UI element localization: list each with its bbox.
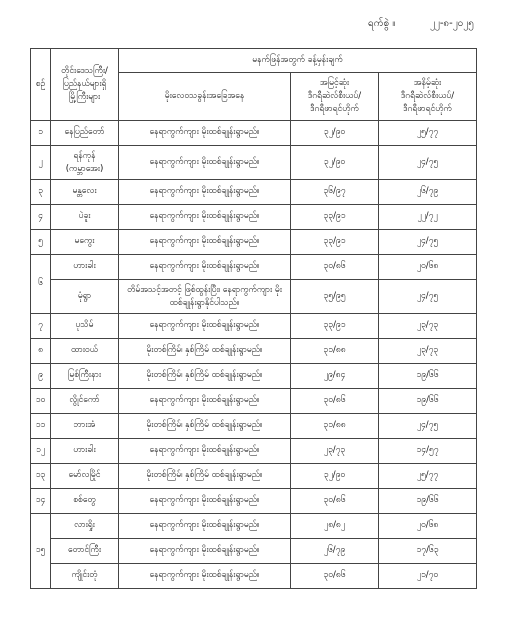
row-weather: မိုးတစ်ကြိမ်၊ နှစ်ကြိမ် ထစ်ချုန်းရွာမည်။: [119, 339, 291, 364]
table-row: [31, 364, 477, 389]
row-city: ဘားအံ: [51, 414, 119, 439]
table-row: [31, 414, 477, 439]
row-max-temp: ၃၀/၈၆: [291, 255, 379, 280]
date-line: [0, 14, 506, 34]
row-max-temp: ၃၆/၉၇: [291, 180, 379, 205]
row-city: ဟားခါး: [51, 255, 119, 280]
header-region: တိုင်းဒေသကြီး/ ပြည်နယ်များရှိ မြို့ကြီးများ: [51, 49, 119, 121]
table-row: [31, 230, 477, 255]
row-min-temp: ၂၅/၇၇: [379, 121, 477, 146]
row-weather: တိမ်အသင့်အတင့် ဖြစ်ထွန်းပြီး၊ နေရာကွက်ကျား မိုးထစ်ချုန်းရွာနိုင်ပါသည်။: [119, 280, 291, 314]
row-min-temp: ၂၆/၇၉: [379, 180, 477, 205]
row-city: မုံရွာ: [51, 280, 119, 314]
row-city: ဟားခါး: [51, 439, 119, 464]
row-max-temp: ၃၂/၉၀: [291, 146, 379, 180]
table-row: [31, 314, 477, 339]
row-weather: မိုးတစ်ကြိမ်၊ နှစ်ကြိမ် ထစ်ချုန်းရွာမည်။: [119, 414, 291, 439]
row-min-temp: ၂၀/၆၈: [379, 255, 477, 280]
row-max-temp: ၃၁/၈၈: [291, 414, 379, 439]
row-min-temp: ၁၉/၆၆: [379, 364, 477, 389]
row-city: မန္တလေး: [51, 180, 119, 205]
row-no: ၅: [31, 230, 51, 255]
table-row: [31, 539, 477, 564]
row-no: ၄: [31, 205, 51, 230]
header-max-temp: အမြင့်ဆုံး ဒီဂရီဆဲလ်စီးယပ်/ ဒီဂရီဖာရင်ဟိုက်: [291, 73, 379, 121]
row-weather: နေရာကွက်ကျား မိုးထစ်ချုန်းရွာမည်။: [119, 314, 291, 339]
row-no: ၃: [31, 180, 51, 205]
table-row: [31, 489, 477, 514]
header-min-temp: အနိမ့်ဆုံး ဒီဂရီဆဲလ်စီးယပ်/ ဒီဂရီဖာရင်ဟိုက်: [379, 73, 477, 121]
row-no: ၁၀: [31, 389, 51, 414]
row-weather: နေရာကွက်ကျား မိုးထစ်ချုန်းရွာမည်။: [119, 489, 291, 514]
row-weather: နေရာကွက်ကျား မိုးထစ်ချုန်းရွာမည်။: [119, 205, 291, 230]
row-min-temp: ၂၀/၆၈: [379, 514, 477, 539]
row-no: ၁၁: [31, 414, 51, 439]
table-row: [31, 339, 477, 364]
row-weather: နေရာကွက်ကျား မိုးထစ်ချုန်းရွာမည်။: [119, 389, 291, 414]
row-city: ပဲခူး: [51, 205, 119, 230]
table-row: [31, 205, 477, 230]
row-min-temp: ၂၂/၇၂: [379, 205, 477, 230]
row-max-temp: ၃၃/၉၁: [291, 314, 379, 339]
row-max-temp: ၃၂/၉၀: [291, 121, 379, 146]
row-min-temp: ၂၄/၇၅: [379, 230, 477, 255]
row-no: ၆: [31, 255, 51, 314]
row-city: ကျိုင်းတုံ: [51, 564, 119, 589]
row-min-temp: ၂၄/၇၅: [379, 414, 477, 439]
row-max-temp: ၂၆/၇၉: [291, 539, 379, 564]
row-min-temp: ၁၉/၆၆: [379, 489, 477, 514]
row-min-temp: ၂၃/၇၃: [379, 314, 477, 339]
table-row: [31, 255, 477, 280]
table-row: [31, 146, 477, 180]
row-max-temp: ၃၅/၉၅: [291, 280, 379, 314]
row-max-temp: ၃၃/၉၁: [291, 205, 379, 230]
row-no: ၈: [31, 339, 51, 364]
row-weather: နေရာကွက်ကျား မိုးထစ်ချုန်းရွာမည်။: [119, 255, 291, 280]
forecast-table: [30, 48, 477, 589]
row-min-temp: ၂၅/၇၇: [379, 464, 477, 489]
row-city: စစ်တွေ: [51, 489, 119, 514]
row-max-temp: ၃၁/၈၈: [291, 339, 379, 364]
table-row: [31, 121, 477, 146]
row-weather: နေရာကွက်ကျား မိုးထစ်ချုန်းရွာမည်။: [119, 564, 291, 589]
row-weather: နေရာကွက်ကျား မိုးထစ်ချုန်းရွာမည်။: [119, 146, 291, 180]
row-min-temp: ၂၄/၇၅: [379, 280, 477, 314]
row-min-temp: ၁၄/၅၇: [379, 439, 477, 464]
row-city: လွိုင်ကော်: [51, 389, 119, 414]
row-city: ထားဝယ်: [51, 339, 119, 364]
table-row: [31, 389, 477, 414]
row-min-temp: ၂၄/၇၅: [379, 146, 477, 180]
row-city: မြစ်ကြီးနား: [51, 364, 119, 389]
row-weather: နေရာကွက်ကျား မိုးထစ်ချုန်းရွာမည်။: [119, 514, 291, 539]
row-no: ၁၅: [31, 514, 51, 589]
row-weather: နေရာကွက်ကျား မိုးထစ်ချုန်းရွာမည်။: [119, 230, 291, 255]
row-weather: မိုးတစ်ကြိမ်၊ နှစ်ကြိမ် ထစ်ချုန်းရွာမည်။: [119, 364, 291, 389]
row-city: ရန်ကုန် (ကမ္ဘာအေး): [51, 146, 119, 180]
row-max-temp: ၂၈/၈၂: [291, 514, 379, 539]
row-city: ပုသိမ်: [51, 314, 119, 339]
row-no: ၁၃: [31, 464, 51, 489]
row-no: ၁: [31, 121, 51, 146]
row-min-temp: ၁၉/၆၆: [379, 389, 477, 414]
date-value: ၂၂-၈-၂၀၂၅: [430, 18, 474, 29]
row-no: ၉: [31, 364, 51, 389]
row-city: နေပြည်တော်: [51, 121, 119, 146]
row-city: မော်လမြိုင်: [51, 464, 119, 489]
date-label: ရက်စွဲ ။: [368, 18, 396, 29]
row-no: ၁၄: [31, 489, 51, 514]
row-weather: နေရာကွက်ကျား မိုးထစ်ချုန်းရွာမည်။: [119, 121, 291, 146]
table-row: [31, 514, 477, 539]
row-max-temp: ၃၀/၈၆: [291, 389, 379, 414]
row-max-temp: ၃၀/၈၆: [291, 489, 379, 514]
row-max-temp: ၃၂/၉၀: [291, 464, 379, 489]
table-row: [31, 280, 477, 314]
row-weather: နေရာကွက်ကျား မိုးထစ်ချုန်းရွာမည်။: [119, 539, 291, 564]
row-max-temp: ၃၃/၉၁: [291, 230, 379, 255]
header-weather: မိုးလေဝသခွန်းအခြေအနေ: [119, 73, 291, 121]
row-city: မကွေး: [51, 230, 119, 255]
row-weather: မိုးတစ်ကြိမ်၊ နှစ်ကြိမ် ထစ်ချုန်းရွာမည်။: [119, 464, 291, 489]
row-city: လားရှိုး: [51, 514, 119, 539]
table-row: [31, 180, 477, 205]
row-no: ၁၂: [31, 439, 51, 464]
row-city: တောင်ကြီး: [51, 539, 119, 564]
table-row: [31, 564, 477, 589]
row-min-temp: ၂၁/၇၀: [379, 564, 477, 589]
header-forecast: မနက်ဖြန်အတွက် ခန့်မှန်းချက်: [119, 49, 477, 73]
row-no: ၂: [31, 146, 51, 180]
row-max-temp: ၂၃/၇၃: [291, 439, 379, 464]
row-weather: နေရာကွက်ကျား မိုးထစ်ချုန်းရွာမည်။: [119, 439, 291, 464]
table-row: [31, 439, 477, 464]
row-weather: နေရာကွက်ကျား မိုးထစ်ချုန်းရွာမည်။: [119, 180, 291, 205]
table-row: [31, 464, 477, 489]
row-min-temp: ၁၇/၆၃: [379, 539, 477, 564]
header-no: စဉ်: [31, 49, 51, 121]
row-min-temp: ၂၃/၇၃: [379, 339, 477, 364]
row-no: ၇: [31, 314, 51, 339]
row-max-temp: ၂၉/၈၄: [291, 364, 379, 389]
row-max-temp: ၃၀/၈၆: [291, 564, 379, 589]
